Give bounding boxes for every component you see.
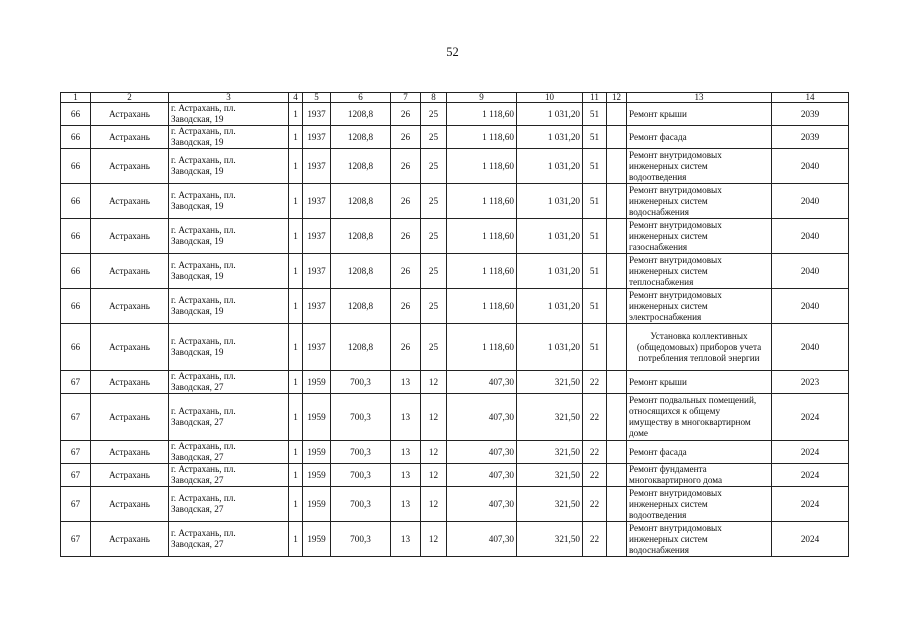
address-cell (169, 324, 289, 371)
col8-cell: 12 (421, 522, 447, 557)
build-year-cell: 1937 (303, 126, 331, 149)
work-type-cell (627, 126, 772, 149)
work-type-cell (627, 522, 772, 557)
table-row (61, 522, 849, 557)
city-cell: Астрахань (91, 464, 169, 487)
table-body (61, 103, 849, 557)
col7-cell: 26 (391, 289, 421, 324)
col9-cell: 407,30 (447, 464, 517, 487)
total-area-cell: 1208,8 (331, 254, 391, 289)
col9-cell: 1 118,60 (447, 289, 517, 324)
work-type-line: Установка коллективных (650, 330, 748, 341)
col8-cell: 12 (421, 487, 447, 522)
column-number-5: 5 (303, 93, 331, 103)
col12-cell (607, 487, 627, 522)
build-year-cell: 1959 (303, 487, 331, 522)
column-number-9: 9 (447, 93, 517, 103)
col8-cell: 12 (421, 441, 447, 464)
col11-cell: 22 (583, 487, 607, 522)
total-area-cell: 1208,8 (331, 324, 391, 371)
work-type-cell (627, 324, 772, 371)
work-type-line: газоснабжения (629, 241, 688, 252)
planned-year-cell: 2040 (772, 289, 849, 324)
city-cell: Астрахань (91, 394, 169, 441)
col4-cell: 1 (289, 219, 303, 254)
col11-cell: 51 (583, 184, 607, 219)
total-area-cell: 1208,8 (331, 103, 391, 126)
col7-cell: 26 (391, 219, 421, 254)
build-year-cell: 1937 (303, 254, 331, 289)
address-cell (169, 464, 289, 487)
column-number-11: 11 (583, 93, 607, 103)
col7-cell: 13 (391, 522, 421, 557)
column-number-2: 2 (91, 93, 169, 103)
col9-cell: 407,30 (447, 522, 517, 557)
col7-cell: 26 (391, 184, 421, 219)
col4-cell: 1 (289, 254, 303, 289)
planned-year-cell: 2039 (772, 126, 849, 149)
col9-cell: 407,30 (447, 441, 517, 464)
address-line: г. Астрахань, пл. (171, 103, 236, 113)
col4-cell: 1 (289, 394, 303, 441)
address-line: Заводская, 19 (171, 201, 224, 211)
planned-year-cell: 2024 (772, 441, 849, 464)
work-type-cell (627, 254, 772, 289)
table-row (61, 289, 849, 324)
work-type-line: Ремонт внутридомовых (629, 184, 722, 195)
col12-cell (607, 522, 627, 557)
build-year-cell: 1937 (303, 289, 331, 324)
planned-year-cell: 2040 (772, 184, 849, 219)
planned-year-cell: 2040 (772, 219, 849, 254)
row-number-cell: 66 (61, 103, 91, 126)
address-line: Заводская, 19 (171, 306, 224, 316)
address-line: Заводская, 19 (171, 137, 224, 147)
col7-cell: 13 (391, 487, 421, 522)
col7-cell: 26 (391, 254, 421, 289)
address-line: г. Астрахань, пл. (171, 225, 236, 235)
col7-cell: 13 (391, 394, 421, 441)
address-cell (169, 184, 289, 219)
address-line: г. Астрахань, пл. (171, 126, 236, 136)
total-area-cell: 700,3 (331, 394, 391, 441)
work-type-cell (627, 441, 772, 464)
build-year-cell: 1937 (303, 184, 331, 219)
table-row (61, 371, 849, 394)
col9-cell: 1 118,60 (447, 254, 517, 289)
col12-cell (607, 103, 627, 126)
row-number-cell: 66 (61, 254, 91, 289)
col7-cell: 26 (391, 149, 421, 184)
city-cell: Астрахань (91, 103, 169, 126)
total-area-cell: 700,3 (331, 441, 391, 464)
col8-cell: 25 (421, 289, 447, 324)
work-type-line: инженерных систем (629, 265, 708, 276)
build-year-cell: 1959 (303, 522, 331, 557)
table-row (61, 149, 849, 184)
work-type-line: водоснабжения (629, 206, 689, 217)
address-cell (169, 371, 289, 394)
col10-cell: 321,50 (517, 487, 583, 522)
city-cell: Астрахань (91, 289, 169, 324)
col12-cell (607, 219, 627, 254)
work-type-line: инженерных систем (629, 533, 708, 544)
address-line: г. Астрахань, пл. (171, 336, 236, 346)
work-type-cell (627, 103, 772, 126)
address-line: г. Астрахань, пл. (171, 260, 236, 270)
col12-cell (607, 464, 627, 487)
col9-cell: 1 118,60 (447, 149, 517, 184)
address-line: Заводская, 19 (171, 271, 224, 281)
col12-cell (607, 254, 627, 289)
planned-year-cell: 2024 (772, 487, 849, 522)
work-type-cell (627, 219, 772, 254)
col10-cell: 321,50 (517, 464, 583, 487)
col4-cell: 1 (289, 103, 303, 126)
work-type-line: (общедомовых) приборов учета (636, 341, 762, 352)
work-type-cell (627, 464, 772, 487)
address-line: Заводская, 27 (171, 452, 224, 462)
col11-cell: 51 (583, 149, 607, 184)
col11-cell: 51 (583, 254, 607, 289)
row-number-cell: 67 (61, 522, 91, 557)
col11-cell: 22 (583, 522, 607, 557)
address-line: г. Астрахань, пл. (171, 464, 236, 474)
address-line: г. Астрахань, пл. (171, 190, 236, 200)
col10-cell: 1 031,20 (517, 324, 583, 371)
total-area-cell: 1208,8 (331, 219, 391, 254)
row-number-cell: 67 (61, 371, 91, 394)
col10-cell: 1 031,20 (517, 219, 583, 254)
col10-cell: 1 031,20 (517, 184, 583, 219)
col4-cell: 1 (289, 464, 303, 487)
planned-year-cell: 2024 (772, 464, 849, 487)
work-type-cell (627, 184, 772, 219)
work-type-line: Ремонт внутридомовых (629, 289, 722, 300)
planned-year-cell: 2023 (772, 371, 849, 394)
address-cell (169, 126, 289, 149)
planned-year-cell: 2040 (772, 149, 849, 184)
col8-cell: 25 (421, 149, 447, 184)
col11-cell: 51 (583, 324, 607, 371)
work-type-line: инженерных систем (629, 160, 708, 171)
row-number-cell: 67 (61, 394, 91, 441)
col12-cell (607, 371, 627, 394)
col7-cell: 13 (391, 371, 421, 394)
row-number-cell: 66 (61, 184, 91, 219)
work-type-line: многоквартирного дома (629, 475, 723, 485)
address-cell (169, 394, 289, 441)
col9-cell: 1 118,60 (447, 103, 517, 126)
address-line: г. Астрахань, пл. (171, 406, 236, 416)
total-area-cell: 700,3 (331, 522, 391, 557)
col11-cell: 22 (583, 464, 607, 487)
address-line: Заводская, 27 (171, 539, 224, 549)
work-type-line: Ремонт подвальных помещений, (629, 395, 757, 405)
col4-cell: 1 (289, 289, 303, 324)
table-row (61, 126, 849, 149)
column-number-3: 3 (169, 93, 289, 103)
column-number-13: 13 (627, 93, 772, 103)
col4-cell: 1 (289, 371, 303, 394)
col4-cell: 1 (289, 324, 303, 371)
build-year-cell: 1937 (303, 324, 331, 371)
work-type-line: инженерных систем (629, 230, 708, 241)
work-type-line: доме (629, 428, 648, 438)
total-area-cell: 700,3 (331, 487, 391, 522)
work-type-line: инженерных систем (629, 300, 708, 311)
work-type-line: Ремонт фасада (629, 446, 687, 457)
work-type-line: Ремонт крыши (629, 376, 687, 387)
total-area-cell: 1208,8 (331, 184, 391, 219)
build-year-cell: 1937 (303, 219, 331, 254)
table-row (61, 103, 849, 126)
row-number-cell: 67 (61, 464, 91, 487)
address-cell (169, 441, 289, 464)
work-type-line: Ремонт фасада (629, 131, 687, 142)
table-row (61, 394, 849, 441)
work-type-line: водоснабжения (629, 544, 689, 555)
address-line: Заводская, 27 (171, 382, 224, 392)
address-cell (169, 254, 289, 289)
col4-cell: 1 (289, 126, 303, 149)
city-cell: Астрахань (91, 522, 169, 557)
col7-cell: 13 (391, 464, 421, 487)
page-number: 52 (446, 45, 459, 59)
col8-cell: 25 (421, 219, 447, 254)
address-line: г. Астрахань, пл. (171, 371, 236, 381)
column-number-8: 8 (421, 93, 447, 103)
col4-cell: 1 (289, 149, 303, 184)
planned-year-cell: 2040 (772, 254, 849, 289)
work-type-line: имуществу в многоквартирном (629, 417, 751, 427)
col7-cell: 26 (391, 126, 421, 149)
row-number-cell: 67 (61, 487, 91, 522)
col9-cell: 1 118,60 (447, 219, 517, 254)
address-line: г. Астрахань, пл. (171, 528, 236, 538)
col11-cell: 51 (583, 126, 607, 149)
column-number-7: 7 (391, 93, 421, 103)
address-line: г. Астрахань, пл. (171, 493, 236, 503)
work-type-line: теплоснабжения (629, 276, 694, 287)
col8-cell: 25 (421, 103, 447, 126)
col9-cell: 407,30 (447, 487, 517, 522)
work-type-line: водоотведения (629, 509, 687, 520)
table-row (61, 184, 849, 219)
work-type-cell (627, 289, 772, 324)
address-cell (169, 289, 289, 324)
col4-cell: 1 (289, 487, 303, 522)
total-area-cell: 700,3 (331, 371, 391, 394)
column-number-1: 1 (61, 93, 91, 103)
total-area-cell: 1208,8 (331, 289, 391, 324)
col11-cell: 22 (583, 371, 607, 394)
work-type-cell (627, 487, 772, 522)
row-number-cell: 66 (61, 149, 91, 184)
city-cell: Астрахань (91, 441, 169, 464)
address-line: Заводская, 19 (171, 114, 224, 124)
col10-cell: 1 031,20 (517, 254, 583, 289)
work-type-line: электроснабжения (629, 311, 702, 322)
work-type-line: Ремонт крыши (629, 108, 687, 119)
col8-cell: 12 (421, 371, 447, 394)
work-type-cell (627, 149, 772, 184)
build-year-cell: 1959 (303, 371, 331, 394)
column-number-10: 10 (517, 93, 583, 103)
planned-year-cell: 2039 (772, 103, 849, 126)
col8-cell: 12 (421, 394, 447, 441)
address-line: Заводская, 19 (171, 166, 224, 176)
planned-year-cell: 2024 (772, 394, 849, 441)
address-line: Заводская, 27 (171, 475, 224, 485)
column-number-12: 12 (607, 93, 627, 103)
col10-cell: 1 031,20 (517, 126, 583, 149)
work-type-line: инженерных систем (629, 498, 708, 509)
address-line: Заводская, 19 (171, 347, 224, 357)
col4-cell: 1 (289, 184, 303, 219)
col11-cell: 51 (583, 219, 607, 254)
city-cell: Астрахань (91, 126, 169, 149)
work-type-line: инженерных систем (629, 195, 708, 206)
column-number-row (61, 93, 849, 103)
col9-cell: 1 118,60 (447, 126, 517, 149)
col10-cell: 321,50 (517, 371, 583, 394)
col9-cell: 407,30 (447, 394, 517, 441)
work-type-line: Ремонт внутридомовых (629, 219, 722, 230)
address-cell (169, 522, 289, 557)
col11-cell: 51 (583, 103, 607, 126)
col12-cell (607, 441, 627, 464)
work-type-line: водоотведения (629, 171, 687, 182)
col12-cell (607, 394, 627, 441)
table-row (61, 254, 849, 289)
planned-year-cell: 2024 (772, 522, 849, 557)
table-row (61, 324, 849, 371)
city-cell: Астрахань (91, 324, 169, 371)
col9-cell: 1 118,60 (447, 184, 517, 219)
build-year-cell: 1937 (303, 103, 331, 126)
col8-cell: 25 (421, 126, 447, 149)
address-line: Заводская, 19 (171, 236, 224, 246)
address-cell (169, 487, 289, 522)
city-cell: Астрахань (91, 254, 169, 289)
city-cell: Астрахань (91, 487, 169, 522)
work-type-cell (627, 394, 772, 441)
col4-cell: 1 (289, 522, 303, 557)
col10-cell: 321,50 (517, 441, 583, 464)
col12-cell (607, 184, 627, 219)
total-area-cell: 700,3 (331, 464, 391, 487)
col4-cell: 1 (289, 441, 303, 464)
total-area-cell: 1208,8 (331, 126, 391, 149)
col8-cell: 25 (421, 254, 447, 289)
work-type-line: Ремонт внутридомовых (629, 487, 722, 498)
address-cell (169, 219, 289, 254)
col10-cell: 321,50 (517, 394, 583, 441)
col9-cell: 407,30 (447, 371, 517, 394)
col12-cell (607, 324, 627, 371)
build-year-cell: 1959 (303, 441, 331, 464)
col7-cell: 13 (391, 441, 421, 464)
city-cell: Астрахань (91, 184, 169, 219)
address-cell (169, 103, 289, 126)
address-line: Заводская, 27 (171, 417, 224, 427)
row-number-cell: 66 (61, 126, 91, 149)
row-number-cell: 67 (61, 441, 91, 464)
work-type-line: Ремонт внутридомовых (629, 522, 722, 533)
total-area-cell: 1208,8 (331, 149, 391, 184)
col11-cell: 51 (583, 289, 607, 324)
col11-cell: 22 (583, 441, 607, 464)
work-type-line: Ремонт внутридомовых (629, 254, 722, 265)
work-type-line: потребления тепловой энергии (638, 352, 760, 363)
city-cell: Астрахань (91, 219, 169, 254)
city-cell: Астрахань (91, 371, 169, 394)
table-row (61, 219, 849, 254)
col7-cell: 26 (391, 324, 421, 371)
work-type-line: Ремонт фундамента (629, 464, 707, 474)
col10-cell: 321,50 (517, 522, 583, 557)
row-number-cell: 66 (61, 289, 91, 324)
work-type-line: Ремонт внутридомовых (629, 149, 722, 160)
column-number-14: 14 (772, 93, 849, 103)
table-row (61, 487, 849, 522)
col8-cell: 12 (421, 464, 447, 487)
col10-cell: 1 031,20 (517, 289, 583, 324)
city-cell: Астрахань (91, 149, 169, 184)
col8-cell: 25 (421, 184, 447, 219)
build-year-cell: 1937 (303, 149, 331, 184)
address-line: г. Астрахань, пл. (171, 155, 236, 165)
row-number-cell: 66 (61, 324, 91, 371)
planned-year-cell: 2040 (772, 324, 849, 371)
table-row (61, 464, 849, 487)
build-year-cell: 1959 (303, 394, 331, 441)
build-year-cell: 1959 (303, 464, 331, 487)
col8-cell: 25 (421, 324, 447, 371)
col12-cell (607, 126, 627, 149)
address-cell (169, 149, 289, 184)
repair-schedule-table (60, 92, 849, 557)
col9-cell: 1 118,60 (447, 324, 517, 371)
address-line: г. Астрахань, пл. (171, 295, 236, 305)
table-row (61, 441, 849, 464)
col12-cell (607, 149, 627, 184)
col7-cell: 26 (391, 103, 421, 126)
work-type-line: относящихся к общему (629, 406, 721, 416)
col10-cell: 1 031,20 (517, 103, 583, 126)
address-line: Заводская, 27 (171, 504, 224, 514)
col12-cell (607, 289, 627, 324)
column-number-6: 6 (331, 93, 391, 103)
col11-cell: 22 (583, 394, 607, 441)
column-number-4: 4 (289, 93, 303, 103)
row-number-cell: 66 (61, 219, 91, 254)
work-type-cell (627, 371, 772, 394)
address-line: г. Астрахань, пл. (171, 441, 236, 451)
col10-cell: 1 031,20 (517, 149, 583, 184)
